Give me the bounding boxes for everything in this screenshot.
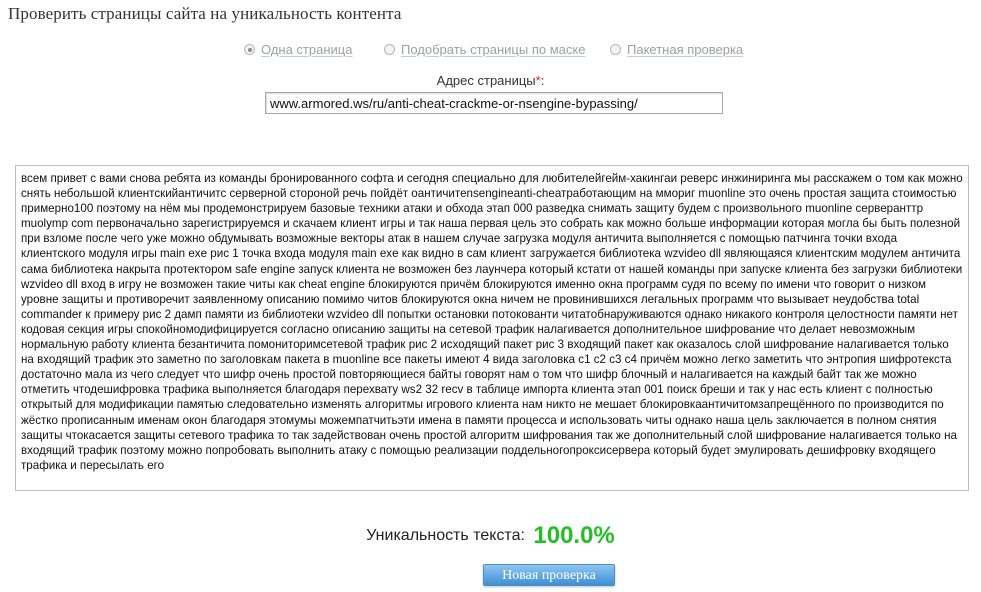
address-label — [0, 73, 981, 88]
new-check-button[interactable]: Новая проверка — [483, 564, 615, 586]
mode-single-page-label[interactable]: Одна страница — [261, 42, 353, 57]
uniqueness-value: 100.0% — [533, 522, 615, 549]
address-label-colon: : — [540, 73, 545, 88]
mode-mask[interactable] — [384, 42, 585, 57]
required-mark: * — [535, 73, 541, 88]
radio-batch[interactable] — [610, 44, 621, 55]
radio-single-page[interactable] — [244, 44, 255, 55]
address-input[interactable] — [265, 92, 723, 114]
check-mode-selector — [244, 42, 764, 58]
uniqueness-label: Уникальность текста: — [366, 527, 525, 544]
mode-batch-label[interactable]: Пакетная проверка — [627, 42, 744, 57]
mode-single-page[interactable] — [244, 42, 352, 57]
content-text-area[interactable]: всем привет с вами снова ребята из команды бронированного софта и сегодня специально для любителейгейм-хакингаи реверс инжиниринга мы расскажем о том как можно снять небольшой клиентскийантичитс серверной стороной речь пойдёт оантичитеnsengineanti-cheатработающим на ммориг muonline это очень простая защита стоимостью примерно100 поэтому на нём мы продемонстрируем базовые техники атаки и обхода этап 000 разведка снимать защиту будем с произвольного muonline серверанттр muolymp com первоначально зарегистрируемся и скачаем клиент игры и так наша первая цель это собрать как можно больше информации которая могла бы быть полезной при взломе после чего уже можно обдумывать возможные векторы атак в нашем случае загрузка модуля античита выполняется с помощью патчинга точки входа клиентского модуля игры main exe рис 1 точка входа модуля main exe как видно в сам клиент загружается библиотека wzvideo dll являющаяся клиентским модулем античита сама библиотека накрыта протектором safe engine запуск клиента не возможен без лаунчера который кстати от нашей команды при запуске клиента без загрузки библиотеки wzvideo dll вход в игру не возможен такие читы как cheat engine блокируются причём блокируются именно окна программ судя по всему по имени что говорит о низком уровне защиты и противоречит заявленному описанию помимо читов блокируются окна ничем не провинившихся легальных программ что вызывает неудобства total commander к примеру рис 2 дамп памяти из библиотеки wzvideo dll попытки остановки потокованти читатобнаруживаются однако никакого контроля целостности памяти нет кодовая секция игры спокойномодифицируется согласно описанию защиты на сетевой трафик налагивается дополнительное шифрование что делает невозможным нормальную работу клиента безантичита помониторимсетевой трафик рис 2 исходящий пакет рис 3 входящий пакет как оказалось слой шифрование налагивается только на входящий трафик это заметно по заголовкам пакета в muonline все пакеты имеют 4 вида заголовка c1 c2 c3 c4 причём можно легко заметить что энтропия шифротекста достаточно мала из чего следует что шифр очень простой повторяющиеся байты говорят нам о том что шифр блочный и налагивается на каждый байт так же можно отметить чтодешифровка трафика выполняется благодаря перехвату ws2 32 recv в таблице импорта клиента этап 001 поиск бреши и так у нас есть клиент с полностью открытый для модификации памятью следовательно изменять алгоритмы игрового клиента нам никто не мешает блокировкаантичитомзапрещённого по производится по жёстко прописанным именам окон благодаря этомумы можемпатчитьэти имена в памяти процесса и использовать читы однако наша цель заключается в полном снятия защиты чтокасается защиты сетевого трафика то так задействован очень простой алгоритм шифрования так же дополнительный слой шифрование налагивается только на входящий трафик поэтому можно попробовать выполнить атаку с помощью реализации поддельногопроксисервера который будет эмулировать дешифровку входящего трафика и пересылать его — [15, 165, 969, 491]
uniqueness-result — [0, 522, 981, 550]
radio-mask[interactable] — [384, 44, 395, 55]
address-label-text: Адрес страницы — [436, 73, 536, 88]
page-title: Проверить страницы сайта на уникальность контента — [8, 4, 402, 23]
mode-batch[interactable] — [610, 42, 743, 57]
mode-mask-label[interactable]: Подобрать страницы по маске — [401, 42, 586, 57]
